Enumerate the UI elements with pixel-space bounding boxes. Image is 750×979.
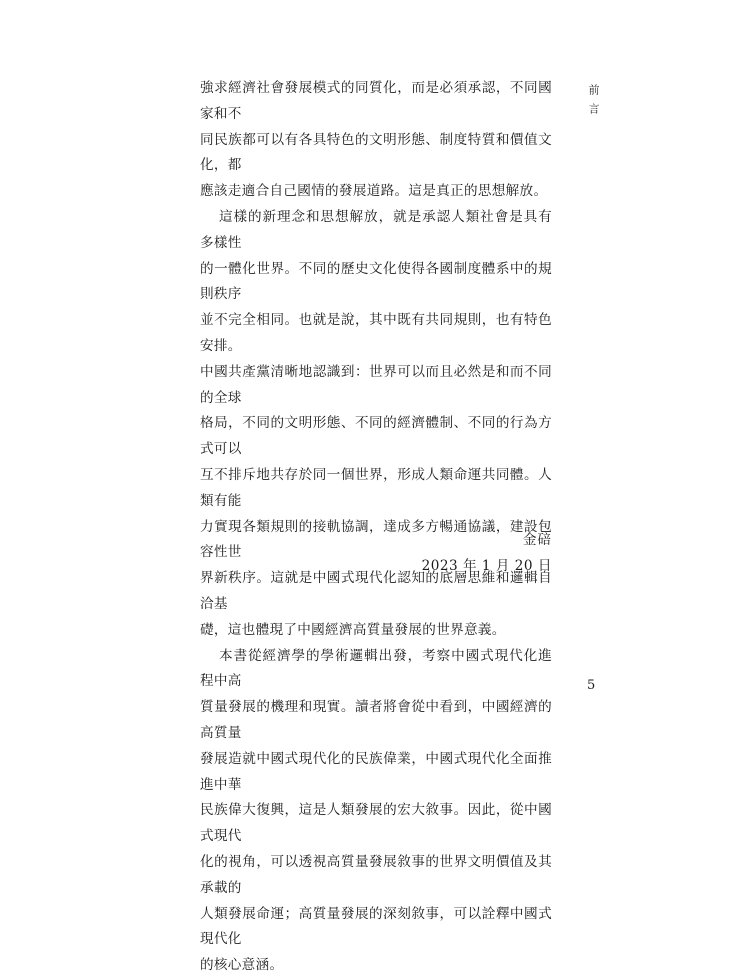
body-text (200, 76, 552, 979)
author-signature: 金碚 (522, 532, 552, 548)
running-header-label: 前言 (587, 84, 600, 122)
paragraph-continuation: 強求經濟社會發展模式的同質化，而是必須承認，不同國家和不 同民族都可以有各具特色的文明形態、制度特質和價值文化，都 應該走適合自己國情的發展道路。這是真正的思想解放。 (200, 80, 552, 200)
page-number: 5 (587, 678, 596, 693)
signature-date: 2023 年 1 月 20 日 (421, 558, 552, 574)
paragraph: 本書從經濟學的學術邏輯出發，考察中國式現代化進程中高 質量發展的機理和現實。讀者將會從中看到，中國經濟的高質量 發展造就中國式現代化的民族偉業，中國式現代化全面推進中華 民族偉大復興，這是人類發展的宏大敘事。因此，從中國式現代 化的視角，可以透視高質量發展敘事的世界文明價值及其承載的 人類發展命運；高質量發展的深刻敘事，可以詮釋中國式現代化 的核心意涵。 (200, 647, 552, 974)
paragraph: 這樣的新理念和思想解放，就是承認人類社會是具有多樣性 的一體化世界。不同的歷史文化使得各國制度體系中的規則秩序 並不完全相同。也就是說，其中既有共同規則，也有特色安排。 中國共產黨清晰地認識到：世界可以而且必然是和而不同的全球 格局，不同的文明形態、不同的經濟體制、不同的行為方式可以 互不排斥地共存於同一個世界，形成人類命運共同體。人類有能 力實現各類規則的接軌協調，達成多方暢通協議，建設包容性世 界新秩序。這就是中國式現代化認知的底層思維和邏輯自洽基 礎，這也體現了中國經濟高質量發展的世界意義。 (200, 208, 552, 638)
